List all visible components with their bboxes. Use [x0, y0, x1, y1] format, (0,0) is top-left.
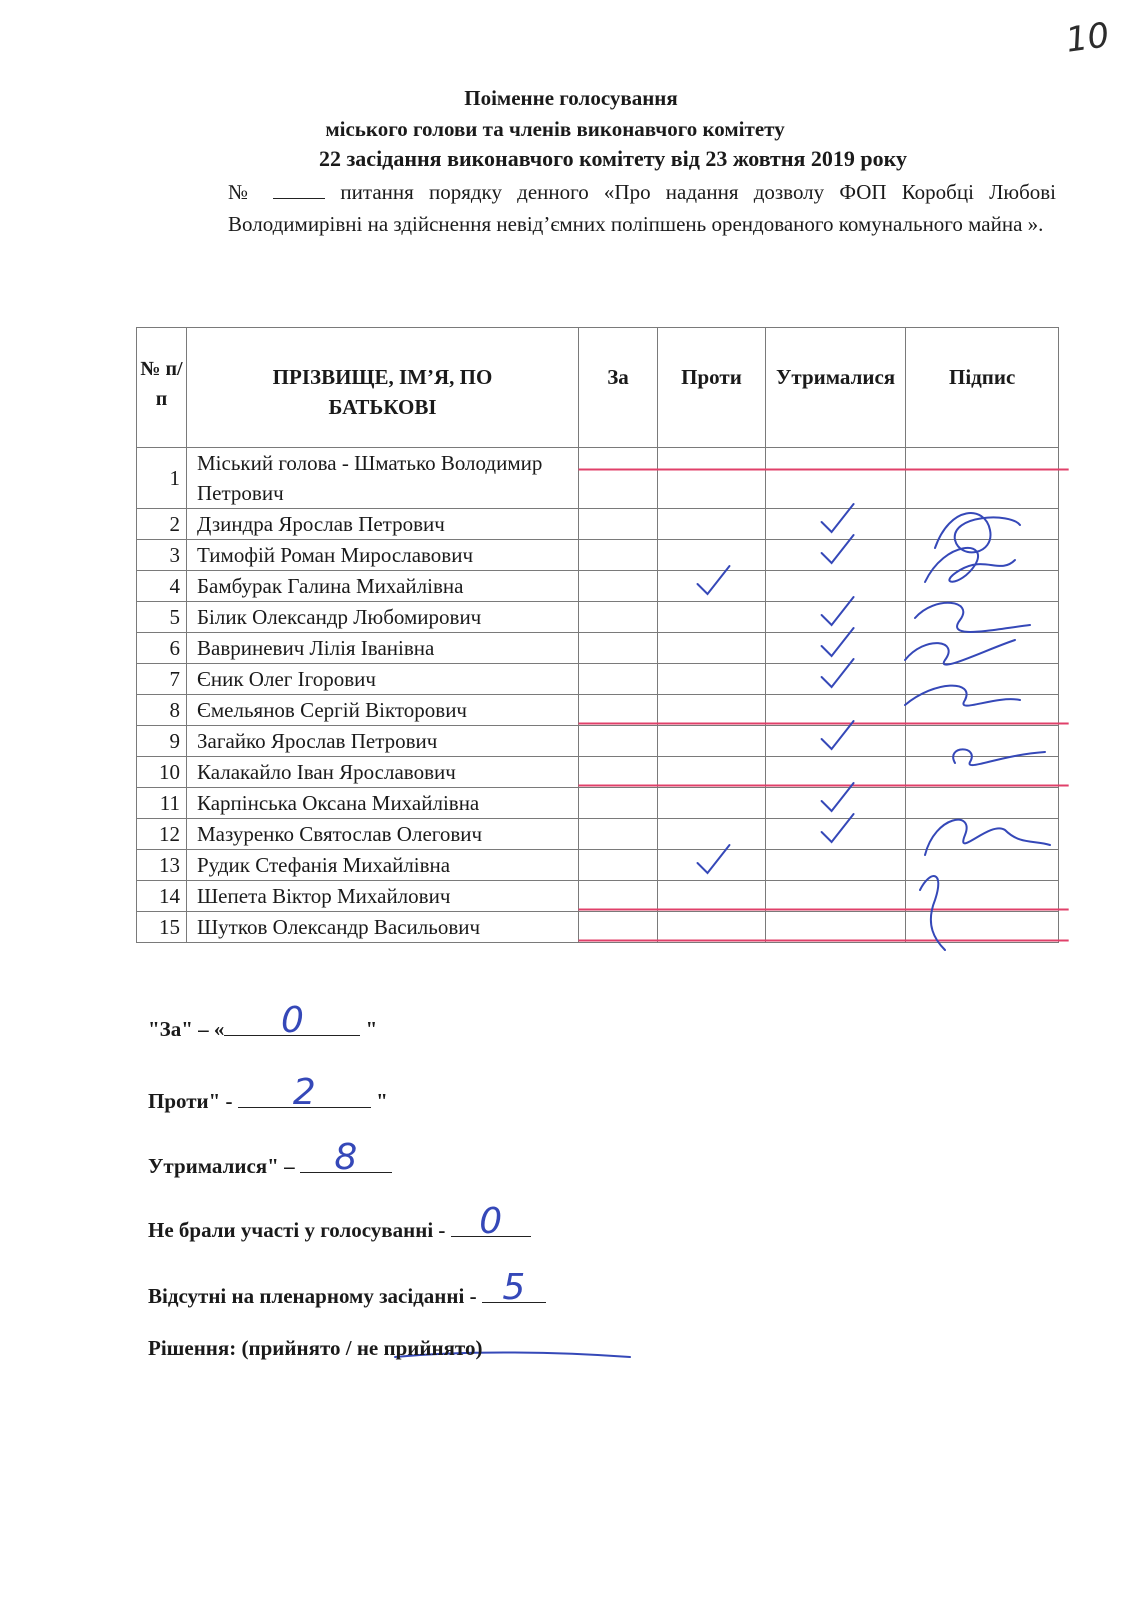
summary-not-voting-label: Не брали участі у голосуванні -	[148, 1218, 451, 1242]
member-name: Загайко Ярослав Петрович	[187, 726, 579, 757]
vote-abstain-cell	[766, 602, 906, 633]
header-signature: Підпис	[906, 328, 1059, 448]
signature-cell	[906, 509, 1059, 540]
member-name: Дзиндра Ярослав Петрович	[187, 509, 579, 540]
row-number: 12	[137, 819, 187, 850]
vote-for-cell	[579, 726, 658, 757]
table-row	[137, 726, 1059, 757]
agenda-item-text	[228, 176, 1056, 240]
summary-abstain-value: 8	[334, 1137, 358, 1178]
table-row	[137, 850, 1059, 881]
vote-for-cell	[579, 695, 658, 726]
table-row	[137, 664, 1059, 695]
member-name: Єник Олег Ігорович	[187, 664, 579, 695]
vote-abstain-cell	[766, 788, 906, 819]
vote-for-cell	[579, 881, 658, 912]
vote-abstain-cell	[766, 509, 906, 540]
header-against: Проти	[658, 328, 766, 448]
table-row	[137, 757, 1059, 788]
summary-against-close: "	[370, 1089, 388, 1113]
vote-abstain-cell	[766, 850, 906, 881]
member-name: Вавриневич Лілія Іванівна	[187, 633, 579, 664]
vote-against-cell	[658, 819, 766, 850]
member-name: Ємельянов Сергій Вікторович	[187, 695, 579, 726]
vote-for-cell	[579, 602, 658, 633]
header-number: № п/п	[137, 328, 187, 448]
vote-against-cell	[658, 509, 766, 540]
signature-cell	[906, 633, 1059, 664]
row-number: 7	[137, 664, 187, 695]
vote-for-cell	[579, 757, 658, 788]
vote-against-cell	[658, 788, 766, 819]
vote-against-cell	[658, 664, 766, 695]
summary-not-voting	[148, 1201, 531, 1243]
member-name: Білик Олександр Любомирович	[187, 602, 579, 633]
member-name: Міський голова - Шматько Володимир Петрович	[187, 448, 579, 509]
table-row	[137, 881, 1059, 912]
summary-decision: Рішення: (прийнято / не прийнято)	[148, 1336, 483, 1360]
page-number: 10	[1063, 15, 1112, 61]
vote-against-cell	[658, 912, 766, 943]
vote-for-cell	[579, 850, 658, 881]
member-name: Рудик Стефанія Михайлівна	[187, 850, 579, 881]
summary-abstain-label: Утрималися" –	[148, 1154, 300, 1178]
member-name: Бамбурак Галина Михайлівна	[187, 571, 579, 602]
summary-for-close: "	[360, 1017, 378, 1041]
signature-cell	[906, 850, 1059, 881]
signature-cell	[906, 602, 1059, 633]
item-number-prefix: №	[228, 180, 258, 204]
signature-cell	[906, 757, 1059, 788]
vote-abstain-cell	[766, 448, 906, 509]
signature-cell	[906, 571, 1059, 602]
table-row	[137, 819, 1059, 850]
row-number: 15	[137, 912, 187, 943]
summary-abstain	[148, 1137, 392, 1179]
vote-for-cell	[579, 540, 658, 571]
summary-absent-value: 5	[502, 1267, 526, 1308]
row-number: 6	[137, 633, 187, 664]
vote-abstain-cell	[766, 540, 906, 571]
row-number: 9	[137, 726, 187, 757]
signature-cell	[906, 819, 1059, 850]
vote-for-cell	[579, 509, 658, 540]
vote-abstain-cell	[766, 881, 906, 912]
vote-against-cell	[658, 571, 766, 602]
summary-for-value: 0	[280, 1000, 304, 1041]
roll-call-table	[136, 327, 1059, 943]
table-row	[137, 448, 1059, 509]
vote-against-cell	[658, 602, 766, 633]
row-number: 4	[137, 571, 187, 602]
summary-absent-label: Відсутні на пленарному засіданні -	[148, 1284, 482, 1308]
vote-for-cell	[579, 912, 658, 943]
table-row	[137, 540, 1059, 571]
summary-absent	[148, 1267, 546, 1309]
vote-against-cell	[658, 633, 766, 664]
signature-cell	[906, 912, 1059, 943]
agenda-item-description: питання порядку денного «Про надання дозволу ФОП Коробці Любові Володимирівні на здійснення невід’ємних поліпшень орендованого комунального майна ».	[228, 180, 1057, 236]
vote-abstain-cell	[766, 726, 906, 757]
row-number: 11	[137, 788, 187, 819]
summary-for-blank	[224, 1000, 360, 1041]
header-name: ПРІЗВИЩЕ, ІМ’Я, ПО БАТЬКОВІ	[187, 328, 579, 448]
table-row	[137, 788, 1059, 819]
table-row	[137, 602, 1059, 633]
signature-cell	[906, 664, 1059, 695]
table-row	[137, 509, 1059, 540]
member-name: Мазуренко Святослав Олегович	[187, 819, 579, 850]
row-number: 3	[137, 540, 187, 571]
member-name: Тимофій Роман Мирославович	[187, 540, 579, 571]
member-name: Карпінська Оксана Михайлівна	[187, 788, 579, 819]
row-number: 14	[137, 881, 187, 912]
row-number: 5	[137, 602, 187, 633]
summary-against-blank	[238, 1072, 371, 1113]
item-number-blank	[273, 180, 325, 199]
summary-against-label: Проти" -	[148, 1089, 238, 1113]
summary-for-label: "За" – «	[148, 1017, 225, 1041]
header-abstain: Утрималися	[766, 328, 906, 448]
vote-for-cell	[579, 819, 658, 850]
summary-not-voting-blank	[451, 1201, 531, 1242]
summary-abstain-blank	[300, 1137, 392, 1178]
table-row	[137, 633, 1059, 664]
row-number: 10	[137, 757, 187, 788]
member-name: Шепета Віктор Михайлович	[187, 881, 579, 912]
signature-cell	[906, 788, 1059, 819]
summary-for	[148, 1000, 378, 1042]
vote-abstain-cell	[766, 912, 906, 943]
table-row	[137, 695, 1059, 726]
document-subtitle: міського голови та членів виконавчого комітету	[325, 117, 785, 141]
signature-cell	[906, 881, 1059, 912]
row-number: 1	[137, 448, 187, 509]
summary-not-voting-value: 0	[479, 1201, 503, 1242]
vote-abstain-cell	[766, 664, 906, 695]
member-name: Шутков Олександр Васильович	[187, 912, 579, 943]
table-row	[137, 912, 1059, 943]
vote-for-cell	[579, 633, 658, 664]
vote-for-cell	[579, 664, 658, 695]
row-number: 13	[137, 850, 187, 881]
vote-against-cell	[658, 726, 766, 757]
vote-against-cell	[658, 448, 766, 509]
vote-abstain-cell	[766, 695, 906, 726]
vote-against-cell	[658, 881, 766, 912]
signature-cell	[906, 726, 1059, 757]
vote-against-cell	[658, 540, 766, 571]
vote-for-cell	[579, 788, 658, 819]
vote-against-cell	[658, 695, 766, 726]
member-name: Калакайло Іван Ярославович	[187, 757, 579, 788]
table-row	[137, 571, 1059, 602]
summary-absent-blank	[482, 1267, 546, 1308]
header-for: За	[579, 328, 658, 448]
vote-abstain-cell	[766, 633, 906, 664]
document-title: Поіменне голосування	[464, 86, 678, 110]
vote-against-cell	[658, 757, 766, 788]
summary-against-value: 2	[292, 1072, 316, 1113]
vote-for-cell	[579, 448, 658, 509]
vote-against-cell	[658, 850, 766, 881]
meeting-line: 22 засідання виконавчого комітету від 23 жовтня 2019 року	[318, 146, 908, 171]
row-number: 8	[137, 695, 187, 726]
row-number: 2	[137, 509, 187, 540]
vote-abstain-cell	[766, 757, 906, 788]
summary-against	[148, 1072, 388, 1114]
signature-cell	[906, 540, 1059, 571]
vote-for-cell	[579, 571, 658, 602]
vote-abstain-cell	[766, 819, 906, 850]
signature-cell	[906, 695, 1059, 726]
vote-abstain-cell	[766, 571, 906, 602]
signature-cell	[906, 448, 1059, 509]
